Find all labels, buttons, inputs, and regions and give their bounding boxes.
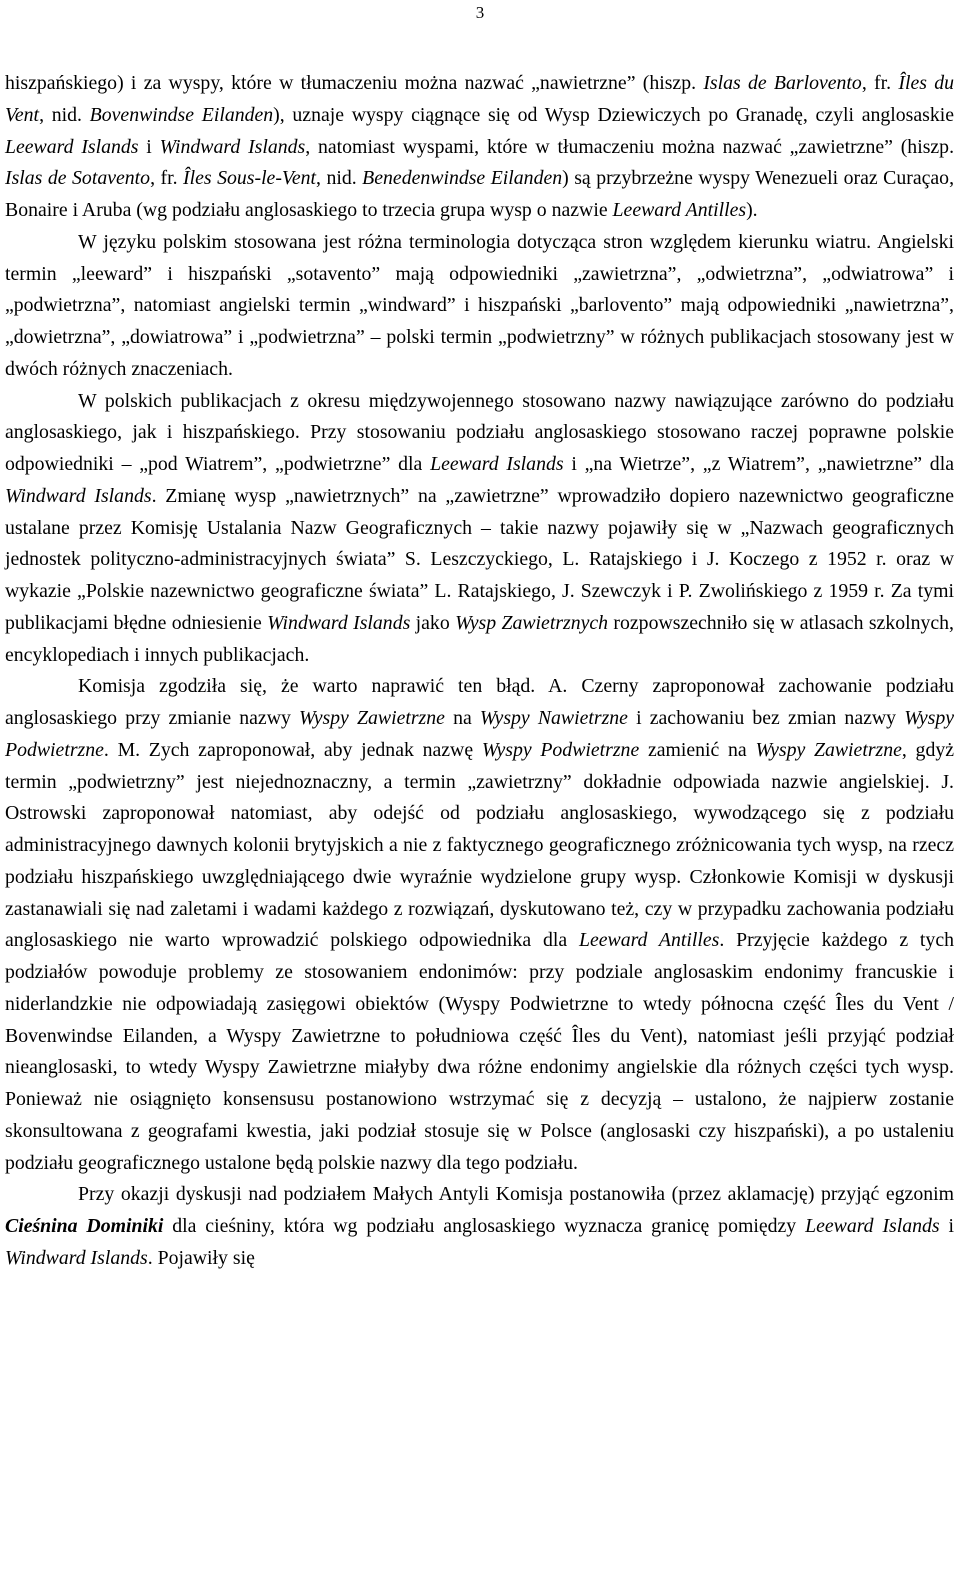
- paragraph: [5, 1179, 954, 1274]
- text-run: hiszpańskiego) i za wyspy, które w tłumaczeniu można nazwać „nawietrzne” (hiszp.: [5, 72, 704, 94]
- text-run: i: [939, 1215, 954, 1237]
- italic-term: Îles du Vent: [5, 72, 954, 126]
- italic-term: Windward Islands: [5, 484, 152, 507]
- text-run: zamienić na: [639, 738, 756, 761]
- italic-term: Windward Islands: [267, 611, 411, 634]
- text-run: . M. Zych zaproponował, aby jednak nazwę: [103, 738, 482, 761]
- italic-term: Wyspy Nawietrzne: [479, 707, 628, 729]
- paragraph: [5, 671, 954, 1179]
- text-run: W polskich publikacjach z okresu międzywojennego stosowano nazwy nawiązujące zarówno do podziału anglosaskiego, jak i hiszpańskiego. Przy stosowaniu podziału anglosaskiego stosowano raczej poprawne polskie odpowiedniki – „pod Wiatrem”, „podwietrzne” dla: [5, 389, 954, 475]
- text-run: . Pojawiły się: [147, 1246, 255, 1269]
- italic-term: Leeward Antilles: [578, 929, 720, 952]
- italic-term: Benedenwindse Eilanden: [362, 167, 563, 190]
- text-run: , nid.: [39, 103, 90, 126]
- text-run: Komisja zgodziła się, że warto naprawić ten błąd. A. Czerny zaproponował zachowanie podziału anglosaskiego przy zmianie nazwy: [5, 675, 954, 729]
- text-run: . Zmianę wysp „nawietrznych” na „zawietrzne” wprowadziło dopiero nazewnictwo geograficzne ustalane przez Komisję Ustalania Nazw Geograficznych – takie nazwy pojawiły się w „Nazwach geograficznych jednostek polityczno-administracyjnych świata” S. Leszczyckiego, L. Ratajskiego i J. Koczego z 1952 r. oraz w wykazie „Polskie nazewnictwo geograficzne świata” L. Ratajskiego, J. Szewczyk i P. Zwolińskiego z 1959 r. Za tymi publikacjami błędne odniesienie: [5, 484, 955, 634]
- text-run: na: [444, 707, 480, 729]
- paragraph: [5, 227, 954, 386]
- italic-term: Leeward Antilles: [612, 199, 747, 221]
- text-run: . Przyjęcie każdego z tych podziałów powoduje problemy ze stosowaniem endonimów: przy podziale anglosaskim endonimy francuskie i niderlandzkie nie odpowiadają zasięgowi obiektów (Wyspy Podwietrzne to wtedy północna część Îles du Vent / Bovenwindse Eilanden, a Wyspy Zawietrzne to południowa część Îles du Vent), natomiast jeśli przyjąć podział nieanglosaski, to wtedy Wyspy Zawietrzne miałyby dwa różne endonimy angielskie dla różnych części tych wysp. Ponieważ nie osiągnięto konsensusu postanowiono wstrzymać się z decyzją – ustalono, że najpierw zostanie skonsultowana z geografami kwestia, jaki podział stosuje się w Polsce (anglosaski czy hiszpański), a po ustaleniu podziału geograficznego ustalone będą polskie nazwy dla tego podziału.: [5, 929, 954, 1174]
- paragraph: [5, 386, 954, 672]
- italic-term: Wyspy Podwietrzne: [481, 738, 640, 761]
- body-text: [5, 68, 954, 1275]
- text-run: , nid.: [316, 167, 363, 190]
- italic-term: Leeward Islands: [5, 135, 139, 158]
- text-run: , natomiast wyspami, które w tłumaczeniu można nazwać „zawietrzne” (hiszp.: [305, 135, 955, 158]
- bold-term: [5, 1215, 163, 1237]
- page-number: 3: [475, 3, 485, 22]
- italic-term: Wyspy Zawietrzne: [755, 738, 902, 761]
- text-run: ), uznaje wyspy ciągnące się od Wysp Dziewiczych po Granadę, czyli anglosaskie: [273, 103, 954, 126]
- italic-term: Windward Islands: [159, 135, 306, 158]
- text-run: ).: [746, 199, 758, 221]
- italic-term: Wysp Zawietrznych: [455, 611, 609, 634]
- text-run: W języku polskim stosowana jest różna terminologia dotycząca stron względem kierunku wiatru. Angielski termin „leeward” i hiszpański „sotavento” mają odpowiedniki „zawietrzna”, „odwietrzna”, „odwiatrowa” i „podwietrzna”, natomiast angielski termin „windward” i hiszpański „barlovento” mają odpowiedniki „nawietrzna”, „dowietrzna”, „dowiatrowa” i „podwietrzna” – polski termin „podwietrzny” w różnych publikacjach stosowany jest w dwóch różnych znaczeniach.: [5, 230, 954, 380]
- paragraph: [5, 68, 954, 227]
- emphasized-term: Cieśnina Dominiki: [5, 1215, 164, 1237]
- text-run: ) są przybrzeżne wyspy Wenezueli oraz Curaçao, Bonaire i Aruba (wg podziału anglosaskiego to trzecia grupa wysp o nazwie: [5, 167, 955, 221]
- italic-term: Windward Islands: [5, 1246, 148, 1269]
- italic-term: Bovenwindse Eilanden: [89, 103, 274, 126]
- italic-term: Islas de Barlovento: [703, 72, 862, 94]
- text-run: , fr.: [150, 167, 184, 190]
- italic-term: Wyspy Podwietrzne: [5, 707, 955, 761]
- text-run: , fr.: [861, 72, 899, 94]
- text-run: Przy okazji dyskusji nad podziałem Małych Antyli Komisja postanowiła (przez aklamację) przyjąć egzonim: [78, 1183, 954, 1206]
- italic-term: Îles Sous-le-Vent: [183, 167, 316, 190]
- italic-term: Leeward Islands: [430, 453, 564, 475]
- text-run: rozpowszechniło się w atlasach szkolnych, encyklopediach i innych publikacjach.: [5, 611, 954, 666]
- text-run: i zachowaniu bez zmian nazwy: [627, 707, 905, 729]
- text-run: i: [138, 135, 160, 158]
- italic-term: Wyspy Zawietrzne: [299, 707, 445, 729]
- text-run: , gdyż termin „podwietrzny” jest niejednoznaczny, a termin „zawietrzny” dokładnie odpowiada nazwie angielskiej. J. Ostrowski zaproponował natomiast, aby odejść od podziału anglosaskiego, wywodzącego się z podziału administracyjnego dawnych kolonii brytyjskich a nie z faktycznego geograficznego zróżnicowania tych wysp, na rzecz podziału hiszpańskiego uwzględniającego dwie wyraźnie wydzielone grupy wysp. Członkowie Komisji w dyskusji zastanawiali się nad zaletami i wadami każdego z rozwiązań, dyskutowano też, czy w przypadku zachowania podziału anglosaskiego nie warto wprowadzić polskiego odpowiednika dla: [5, 738, 954, 952]
- text-run: dla cieśniny, która wg podziału anglosaskiego wyznacza granicę pomiędzy: [163, 1215, 806, 1237]
- text-run: jako: [410, 611, 456, 634]
- italic-term: Leeward Islands: [805, 1215, 940, 1237]
- italic-term: Islas de Sotavento: [5, 167, 151, 190]
- text-run: i „na Wietrze”, „z Wiatrem”, „nawietrzne” dla: [563, 453, 954, 475]
